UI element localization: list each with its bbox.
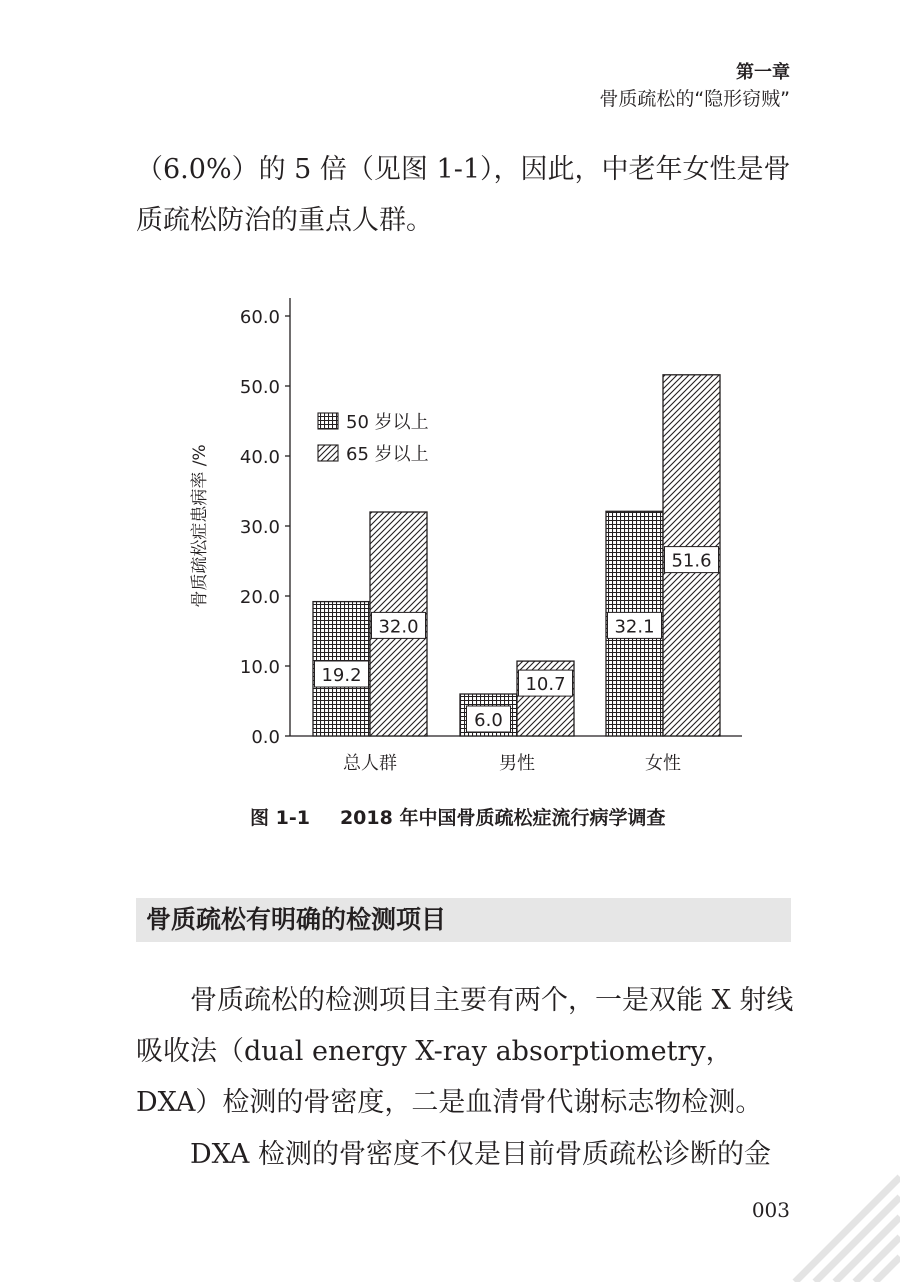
y-tick-label: 30.0 bbox=[239, 517, 280, 538]
x-category-label: 男性 bbox=[499, 753, 535, 774]
prevalence-bar-chart bbox=[0, 260, 900, 790]
y-tick-label: 60.0 bbox=[239, 307, 280, 328]
data-label: 10.7 bbox=[525, 674, 566, 696]
y-axis-title: 骨质疏松症患病率 /% bbox=[190, 444, 210, 608]
data-label: 32.0 bbox=[378, 616, 419, 638]
data-label: 19.2 bbox=[321, 665, 362, 686]
section-heading: 骨质疏松有明确的检测项目 bbox=[136, 898, 791, 942]
y-tick-label: 20.0 bbox=[239, 587, 280, 608]
chapter-title: 骨质疏松的“隐形窃贼” bbox=[599, 88, 790, 110]
data-label: 6.0 bbox=[474, 710, 503, 731]
y-tick-label: 40.0 bbox=[239, 447, 280, 468]
data-label: 32.1 bbox=[614, 616, 655, 638]
figure-title: 2018 年中国骨质疏松症流行病学调查 bbox=[339, 807, 666, 829]
legend-label: 65 岁以上 bbox=[346, 444, 429, 465]
figure-number: 图 1-1 bbox=[250, 807, 310, 829]
y-tick-label: 50.0 bbox=[239, 377, 280, 398]
page-number: 003 bbox=[751, 1198, 790, 1222]
body-paragraph-2: 骨质疏松的检测项目主要有两个，一是双能 X 射线吸收法（dual energy X-ray absorptiometry，DXA）检测的骨密度，二是血清骨代谢标志物检测。 bbox=[136, 985, 794, 1118]
x-category-label: 总人群 bbox=[343, 753, 397, 774]
body-paragraph-1: （6.0%）的 5 倍（见图 1-1），因此，中老年女性是骨质疏松防治的重点人群。 bbox=[136, 154, 791, 236]
chapter-label: 第一章 bbox=[736, 62, 790, 83]
corner-stripes-decoration bbox=[790, 1172, 900, 1282]
y-tick-label: 0.0 bbox=[251, 727, 280, 748]
figure-caption bbox=[250, 803, 665, 830]
legend-swatch bbox=[318, 445, 338, 461]
legend-swatch bbox=[318, 413, 338, 429]
x-category-label: 女性 bbox=[645, 753, 681, 774]
legend-label: 50 岁以上 bbox=[346, 412, 429, 433]
body-paragraph-3: DXA 检测的骨密度不仅是目前骨质疏松诊断的金 bbox=[190, 1139, 771, 1170]
y-tick-label: 10.0 bbox=[239, 657, 280, 678]
data-label: 51.6 bbox=[671, 550, 712, 572]
